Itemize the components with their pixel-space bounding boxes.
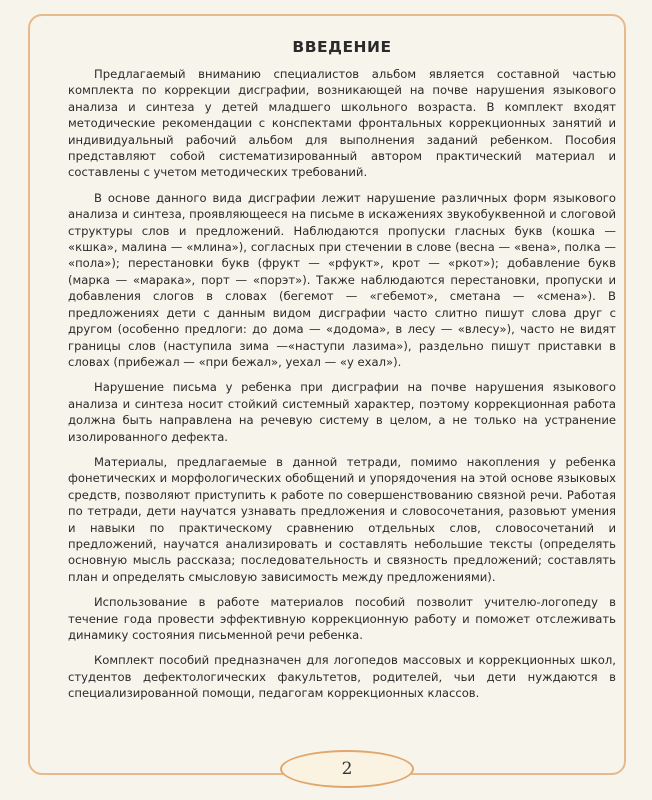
paragraph-dysgraphia-basis: В основе данного вида дисграфии лежит нарушение различных форм языкового анализа и синтеза, проявляющееся на письме в искажениях звукобуквенной и слоговой структуры слов и предложений. Наблюдаются пропуски гласных букв (кошка — «кшка», малина — «млина»), согласных при стечении в слове (весна — «вена», полка — «пола»); перестановки букв (фрукт — «рфукт», крот — «ркот»); добавление букв (марка — «марака», порт — «порэт»). Также наблюдаются перестановки, пропуски и добавления слогов в словах (бегемот — «гебемот», сметана — «смена»). В предложениях дети с данным видом дисграфии часто слитно пишут слова друг с другом (особенно предлоги: до дома — «додома», в лесу — «влесу»), часто не видят границы слов (наступила зима —«наступи лазима»), раздельно пишут приставки в словах (прибежал — «при бежал», уехал — «у ехал»). [68, 190, 616, 369]
paragraph-intro: Предлагаемый вниманию специалистов альбом является составной частью комплекта по коррекции дисграфии, возникающей на почве нарушения языкового анализа и синтеза у детей младшего школьного возраста. В комплект входят методические рекомендации с конспектами фронтальных коррекционных занятий и индивидуальный рабочий альбом для выполнения заданий ребенком. Пособия представляют собой систематизированный автором практический материал и составлены с учетом методических требований. [68, 67, 616, 180]
page-title: ВВЕДЕНИЕ [292, 38, 392, 56]
paragraph-usage: Использование в работе материалов пособий позволит учителю-логопеду в течение года провести эффективную коррекционную работу и поможет отслеживать динамику состояния письменной речи ребенка. [68, 595, 616, 642]
page-number: 2 [341, 759, 353, 779]
page-number-oval [280, 750, 414, 788]
paragraph-systemic-character: Нарушение письма у ребенка при дисграфии на почве нарушения языкового анализа и синтеза носит стойкий системный характер, поэтому коррекционная работа должна быть направлена на речевую систему в целом, а не только на устранение изолированного дефекта. [68, 380, 616, 444]
page-content [68, 38, 616, 711]
paragraph-audience: Комплект пособий предназначен для логопедов массовых и коррекционных школ, студентов дефектологических факультетов, родителей, чьи дети нуждаются в специализированной помощи, педагогам коррекционных классов. [68, 653, 616, 701]
paragraph-materials: Материалы, предлагаемые в данной тетради, помимо накопления у ребенка фонетических и морфологических обобщений и упорядочения на этой основе языковых средств, позволяют приступить к работе по совершенствованию связной речи. Работая по тетради, дети научатся узнавать предложения и словосочетания, разовьют умения и навыки по практическому сравнению отдельных слов, словосочетаний и предложений, научатся анализировать и составлять небольшие тексты (определять основную мысль рассказа; последовательность и связность предложений; составлять план и определять смысловую зависимость между предложениями). [68, 454, 616, 584]
